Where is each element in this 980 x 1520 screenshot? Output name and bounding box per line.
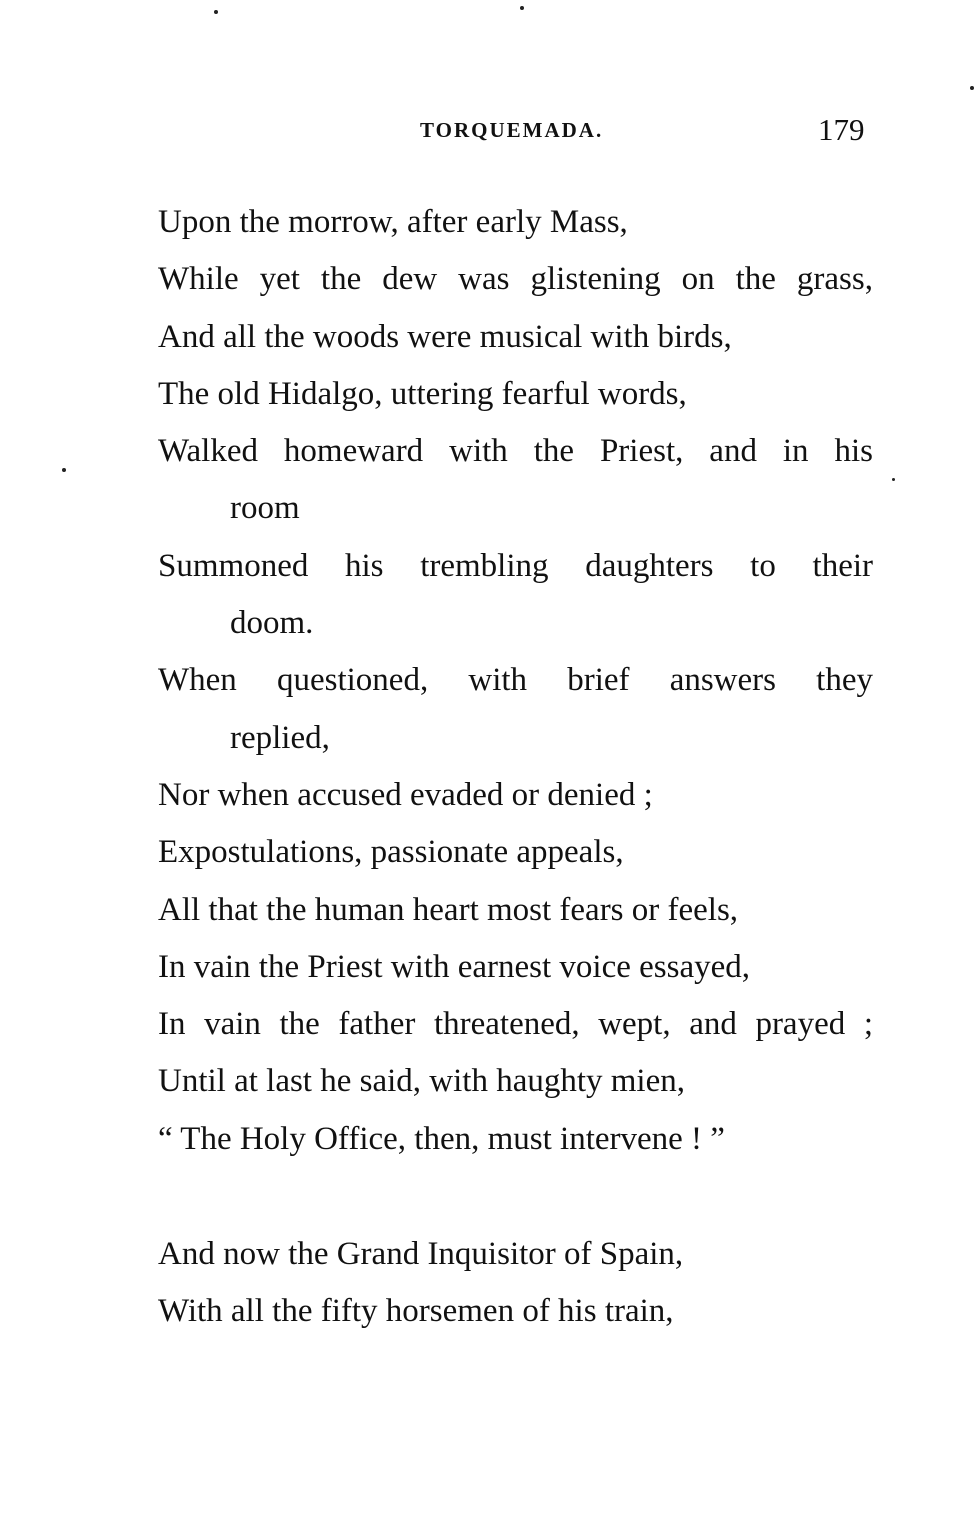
poem-line: When questioned, with brief answers they [158,662,873,699]
scan-speck [970,86,974,90]
poem-line: Walked homeward with the Priest, and in his [158,433,873,470]
poem-stanza [158,194,873,1168]
poem-line: Expostulations, passionate appeals, [158,834,624,871]
poem-line: In vain the father threatened, wept, and prayed ; [158,1006,873,1043]
poem-line-continuation: doom. [230,605,314,642]
poem-line: Until at last he said, with haughty mien, [158,1063,686,1100]
poem-line: The old Hidalgo, uttering fearful words, [158,375,687,412]
poem-line: In vain the Priest with earnest voice essayed, [158,948,750,985]
poem-line: While yet the dew was glistening on the grass, [158,261,873,298]
scan-speck [892,478,895,481]
poem-line: Nor when accused evaded or denied ; [158,776,653,813]
poem-line: “ The Holy Office, then, must intervene ! ” [158,1120,725,1157]
poem-line: And all the woods were musical with birds, [158,318,732,355]
poem-line-continuation: replied, [230,719,330,756]
poem-line-continuation: room [230,490,300,527]
poem-line: Upon the morrow, after early Mass, [158,204,628,240]
poem-stanza [158,1226,873,1341]
scan-speck [520,6,524,10]
poem-line: Summoned his trembling daughters to their [158,547,873,584]
scan-speck [214,10,218,14]
poem-line: All that the human heart most fears or feels, [158,891,739,928]
running-title: TORQUEMADA. [420,118,604,142]
page-number: 179 [818,112,865,147]
poem-line: With all the fifty horsemen of his train, [158,1293,674,1330]
scan-speck [62,468,66,472]
poem-line: And now the Grand Inquisitor of Spain, [158,1236,684,1272]
